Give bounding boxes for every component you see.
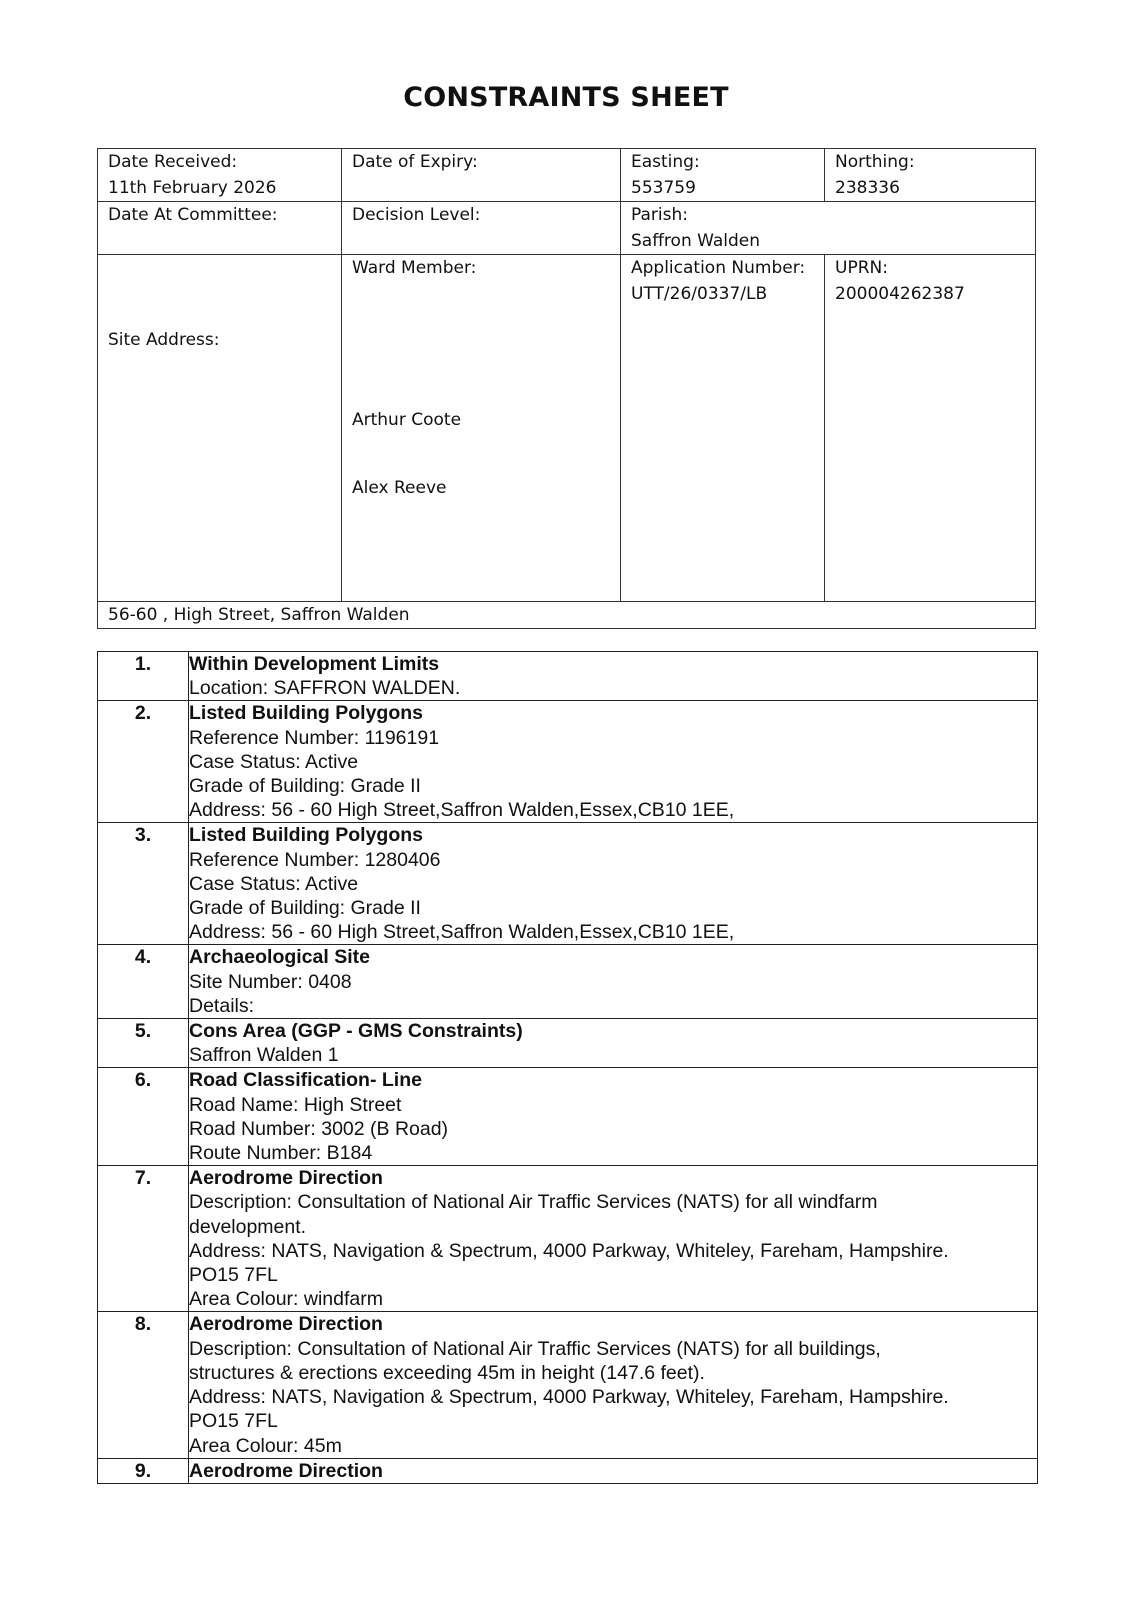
constraint-detail-line: Address: NATS, Navigation & Spectrum, 4000 Parkway, Whiteley, Fareham, Hampshire.: [189, 1386, 949, 1409]
easting-value: 553759: [631, 178, 696, 198]
constraint-row: [98, 1166, 1038, 1312]
constraint-title: Road Classification- Line: [189, 1069, 422, 1092]
constraint-title: Archaeological Site: [189, 946, 370, 969]
constraint-number: 6.: [98, 1068, 189, 1166]
site-address-label-cell: [98, 255, 342, 602]
date-of-expiry-cell: [342, 149, 621, 202]
site-address-value: 56-60 , High Street, Saffron Walden: [98, 602, 1036, 629]
constraint-detail-line: Address: 56 - 60 High Street,Saffron Walden,Essex,CB10 1EE,: [189, 799, 735, 822]
site-address-label: Site Address:: [108, 330, 220, 350]
constraint-detail-line: Case Status: Active: [189, 750, 359, 773]
constraint-details: [189, 1068, 1038, 1166]
constraint-detail-line: structures & erections exceeding 45m in height (147.6 feet).: [189, 1361, 705, 1384]
constraint-title: Aerodrome Direction: [189, 1313, 383, 1336]
constraint-number: 8.: [98, 1312, 189, 1458]
application-number-label: Application Number:: [631, 258, 806, 278]
constraint-row: [98, 1068, 1038, 1166]
constraint-details: [189, 1166, 1038, 1312]
constraint-detail-line: Area Colour: windfarm: [189, 1288, 383, 1311]
constraint-number: 1.: [98, 652, 189, 701]
constraint-detail-line: Route Number: B184: [189, 1142, 373, 1165]
date-received-label: Date Received:: [108, 152, 238, 172]
constraint-detail-line: Road Number: 3002 (B Road): [189, 1117, 449, 1140]
constraint-number: 9.: [98, 1458, 189, 1483]
uprn-value: 200004262387: [835, 284, 965, 304]
constraint-detail-line: Description: Consultation of National Air Traffic Services (NATS) for all buildings,: [189, 1337, 881, 1360]
constraint-detail-line: Reference Number: 1280406: [189, 848, 441, 871]
constraint-detail-line: Reference Number: 1196191: [189, 726, 440, 749]
easting-cell: [621, 149, 825, 202]
constraint-row: [98, 652, 1038, 701]
constraint-number: 7.: [98, 1166, 189, 1312]
constraint-details: [189, 1458, 1038, 1483]
constraint-details: [189, 652, 1038, 701]
constraint-row: [98, 1458, 1038, 1483]
constraint-title: Within Development Limits: [189, 653, 440, 675]
constraint-detail-line: Case Status: Active: [189, 872, 359, 895]
page-title: CONSTRAINTS SHEET: [403, 82, 729, 113]
constraint-details: [189, 1312, 1038, 1458]
constraint-detail-line: Details:: [189, 994, 255, 1017]
date-at-committee-cell: [98, 202, 342, 255]
constraint-row: [98, 823, 1038, 945]
northing-cell: [825, 149, 1036, 202]
constraints-table: [97, 651, 1038, 1484]
constraint-title: Listed Building Polygons: [189, 824, 423, 847]
constraint-row: [98, 1019, 1038, 1068]
header-row-address: [98, 602, 1036, 629]
constraint-detail-line: Area Colour: 45m: [189, 1434, 342, 1457]
constraint-detail-line: PO15 7FL: [189, 1410, 278, 1433]
constraint-details: [189, 945, 1038, 1019]
uprn-cell: [825, 255, 1036, 602]
uprn-label: UPRN:: [835, 258, 888, 278]
application-number-cell: [621, 255, 825, 602]
ward-member-name: Alex Reeve: [352, 478, 447, 498]
constraint-title: Aerodrome Direction: [189, 1459, 383, 1482]
constraint-detail-line: Location: SAFFRON WALDEN.: [189, 677, 461, 700]
parish-label: Parish:: [631, 205, 688, 225]
constraint-number: 4.: [98, 945, 189, 1019]
date-received-cell: [98, 149, 342, 202]
constraint-detail-line: Grade of Building: Grade II: [189, 775, 421, 798]
ward-member-name: Arthur Coote: [352, 410, 462, 430]
date-of-expiry-label: Date of Expiry:: [352, 152, 478, 172]
constraint-row: [98, 945, 1038, 1019]
constraint-detail-line: Address: NATS, Navigation & Spectrum, 4000 Parkway, Whiteley, Fareham, Hampshire.: [189, 1239, 949, 1262]
ward-member-label: Ward Member:: [352, 258, 477, 278]
easting-label: Easting:: [631, 152, 700, 172]
northing-label: Northing:: [835, 152, 915, 172]
constraint-detail-line: PO15 7FL: [189, 1264, 278, 1287]
date-at-committee-label: Date At Committee:: [108, 205, 278, 225]
constraint-detail-line: Saffron Walden 1: [189, 1044, 339, 1067]
constraint-detail-line: Address: 56 - 60 High Street,Saffron Walden,Essex,CB10 1EE,: [189, 921, 735, 944]
constraint-detail-line: Road Name: High Street: [189, 1093, 402, 1116]
decision-level-cell: [342, 202, 621, 255]
parish-value: Saffron Walden: [631, 231, 761, 251]
application-number-value: UTT/26/0337/LB: [631, 284, 768, 304]
constraint-row: [98, 1312, 1038, 1458]
constraint-detail-line: development.: [189, 1215, 307, 1238]
constraint-detail-line: Description: Consultation of National Air Traffic Services (NATS) for all windfarm: [189, 1191, 878, 1214]
constraint-number: 5.: [98, 1019, 189, 1068]
application-details-table: [97, 148, 1036, 629]
constraint-title: Cons Area (GGP - GMS Constraints): [189, 1020, 523, 1043]
constraint-title: Listed Building Polygons: [189, 702, 423, 725]
constraint-details: [189, 1019, 1038, 1068]
constraint-details: [189, 701, 1038, 823]
header-row-committee: [98, 202, 1036, 255]
constraint-detail-line: Site Number: 0408: [189, 970, 352, 993]
decision-level-label: Decision Level:: [352, 205, 481, 225]
header-row-site: [98, 255, 1036, 602]
ward-member-cell: [342, 255, 621, 602]
constraint-number: 3.: [98, 823, 189, 945]
constraint-title: Aerodrome Direction: [189, 1167, 383, 1190]
constraints-body: [98, 652, 1038, 1484]
constraint-number: 2.: [98, 701, 189, 823]
constraint-row: [98, 701, 1038, 823]
parish-cell: [621, 202, 1036, 255]
constraint-detail-line: Grade of Building: Grade II: [189, 897, 421, 920]
constraint-details: [189, 823, 1038, 945]
date-received-value: 11th February 2026: [108, 178, 277, 198]
header-row-dates: [98, 149, 1036, 202]
northing-value: 238336: [835, 178, 900, 198]
